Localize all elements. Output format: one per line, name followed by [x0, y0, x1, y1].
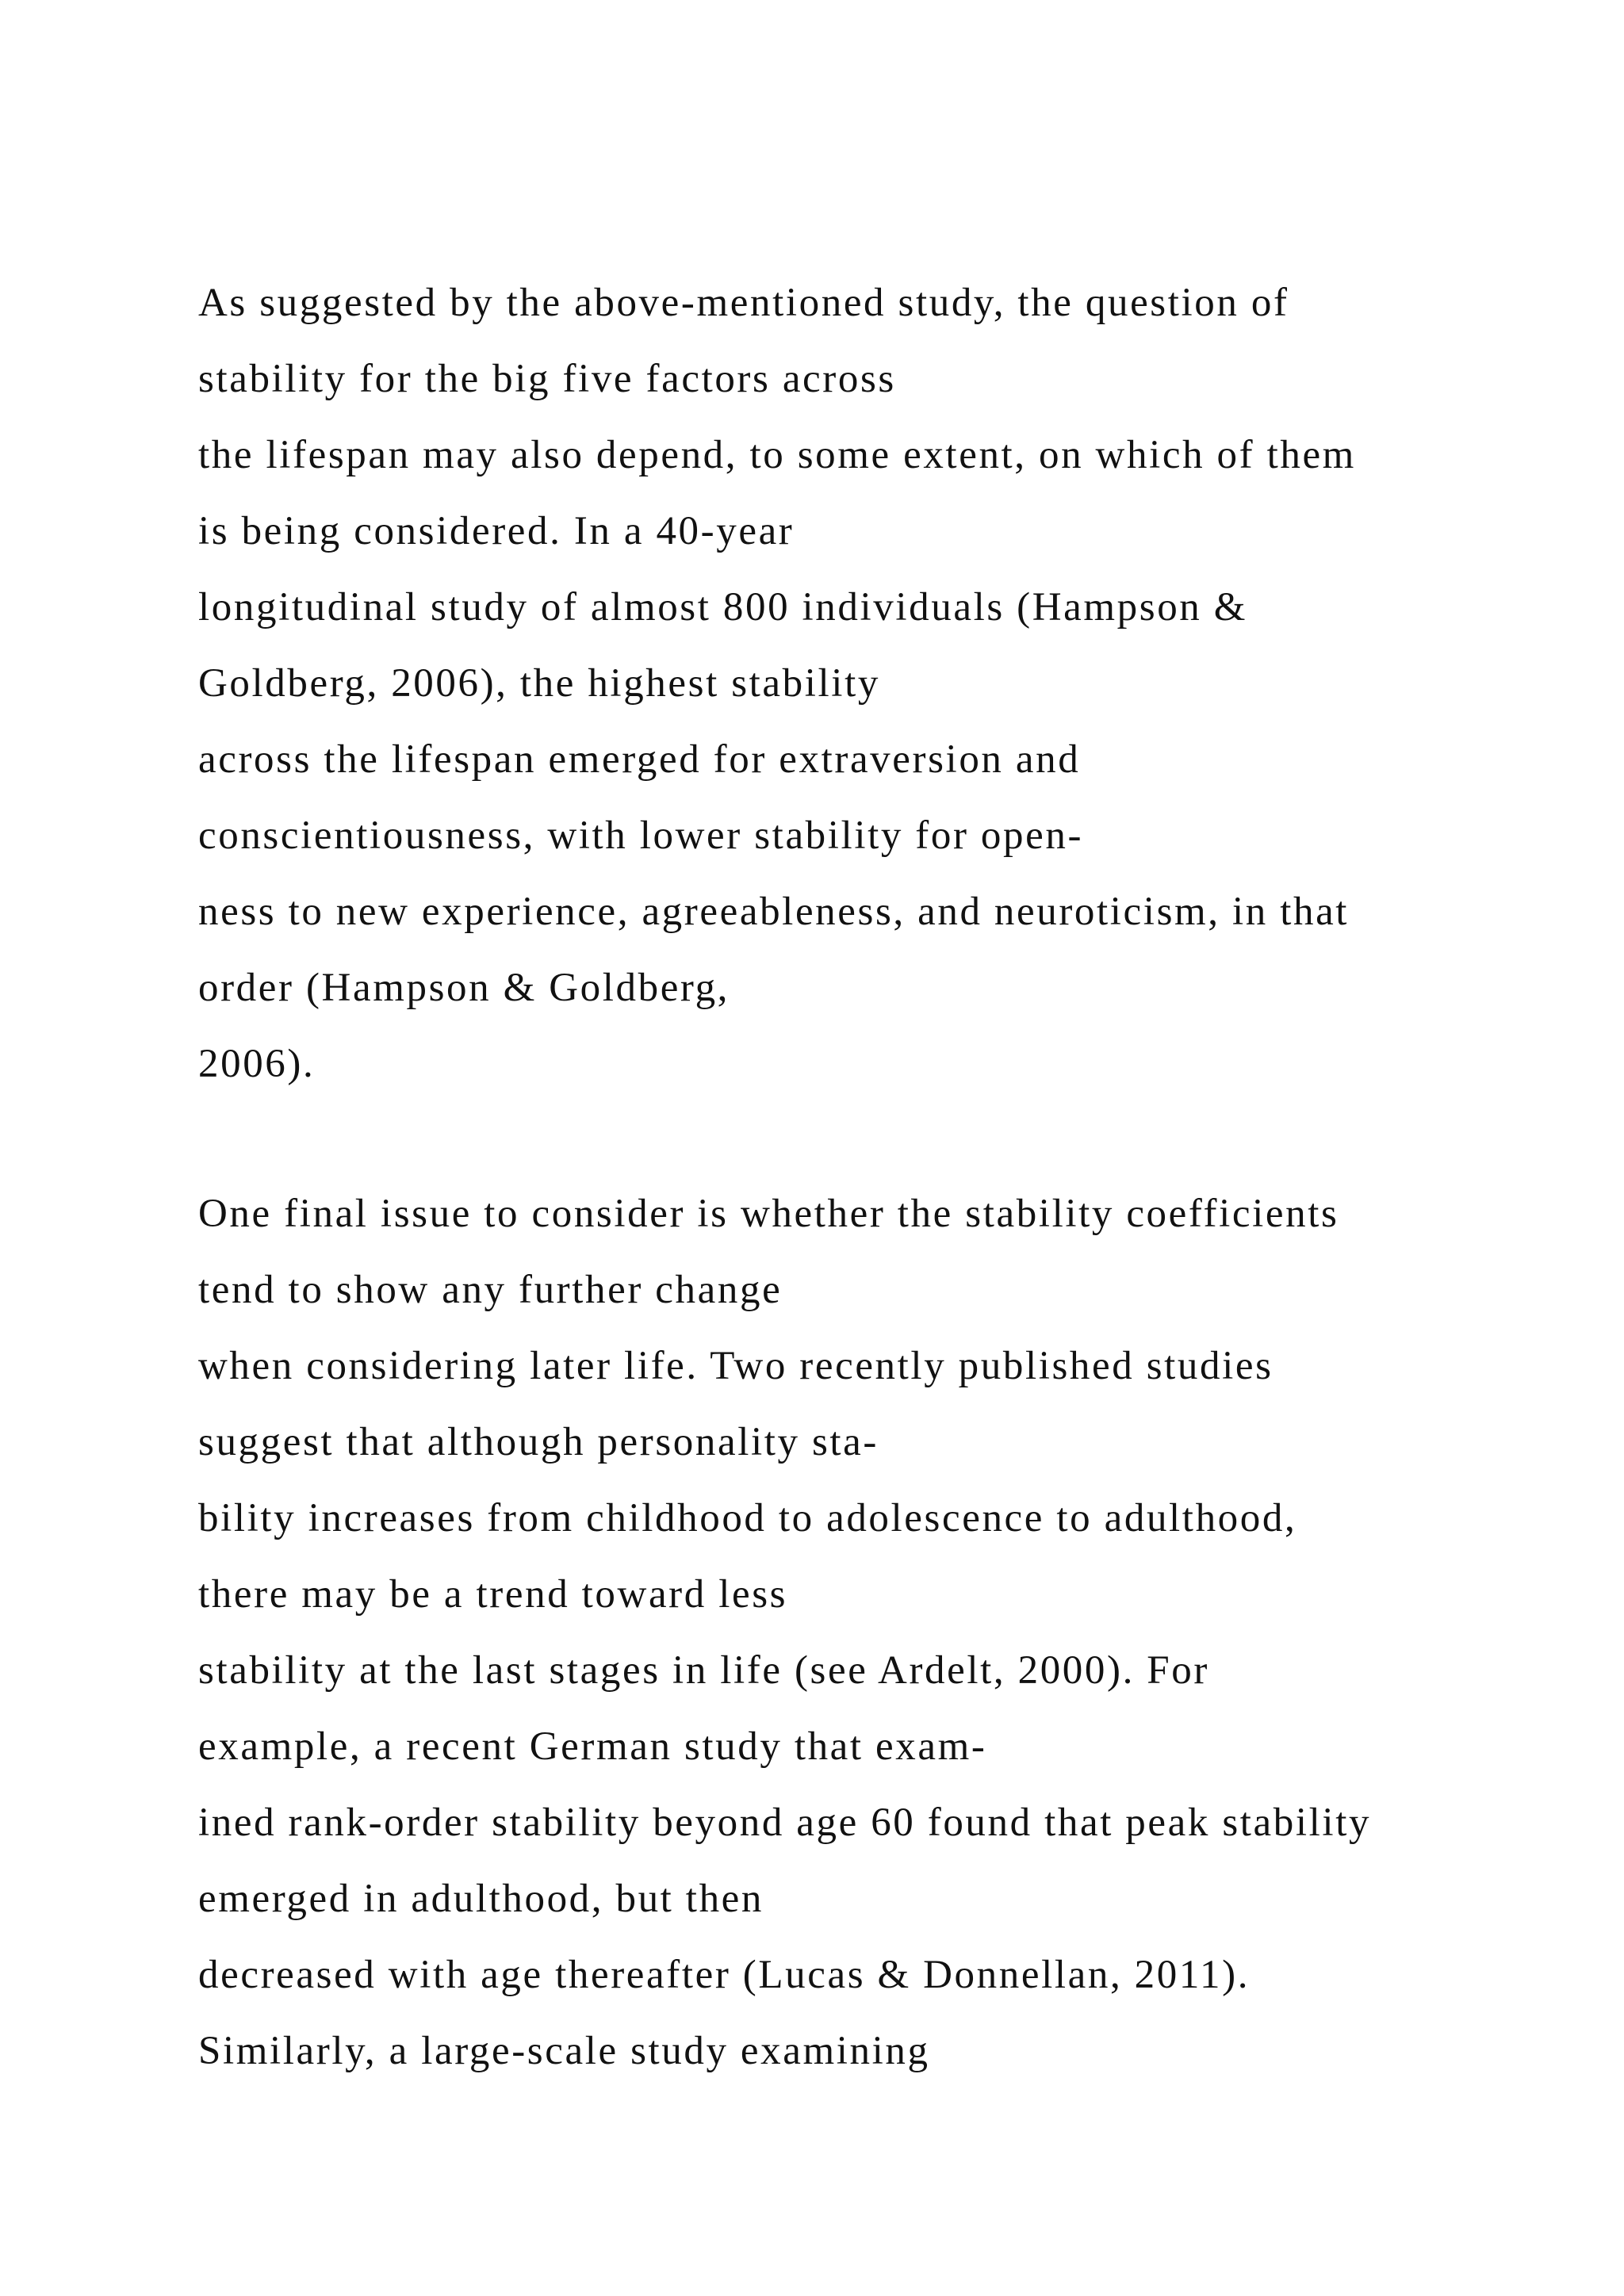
text-line: there may be a trend toward less — [198, 1572, 788, 1617]
text-line: tend to show any further change — [198, 1268, 783, 1312]
text-line: conscientiousness, with lower stability for open- — [198, 813, 1084, 858]
text-line: the lifespan may also depend, to some extent, on which of them — [198, 433, 1356, 477]
text-line: Similarly, a large-scale study examining — [198, 2029, 930, 2073]
text-line: suggest that although personality sta- — [198, 1420, 879, 1464]
text-line: bility increases from childhood to adolescence to adulthood, — [198, 1496, 1297, 1540]
text-line: when considering later life. Two recently published studies — [198, 1344, 1274, 1388]
paragraph-stability-later-life — [198, 1176, 1546, 2089]
text-line: One final issue to consider is whether the stability coefficients — [198, 1192, 1339, 1236]
text-line: As suggested by the above-mentioned study, the question of — [198, 281, 1289, 325]
text-line: Goldberg, 2006), the highest stability — [198, 661, 880, 706]
text-line: decreased with age thereafter (Lucas & Donnellan, 2011). — [198, 1953, 1251, 1997]
text-line: longitudinal study of almost 800 individuals (Hampson & — [198, 585, 1248, 629]
text-line: stability at the last stages in life (see Ardelt, 2000). For — [198, 1648, 1209, 1693]
text-line: 2006). — [198, 1042, 316, 1086]
text-line: ness to new experience, agreeableness, and neuroticism, in that — [198, 890, 1350, 934]
text-line: across the lifespan emerged for extraversion and — [198, 737, 1081, 782]
text-line: ined rank-order stability beyond age 60 found that peak stability — [198, 1800, 1372, 1845]
paragraph-stability-big-five — [198, 265, 1546, 1102]
text-line: stability for the big five factors across — [198, 357, 896, 401]
text-line: is being considered. In a 40-year — [198, 509, 795, 553]
text-line: example, a recent German study that exam- — [198, 1724, 987, 1769]
text-line: order (Hampson & Goldberg, — [198, 966, 730, 1010]
text-line: emerged in adulthood, but then — [198, 1877, 764, 1921]
